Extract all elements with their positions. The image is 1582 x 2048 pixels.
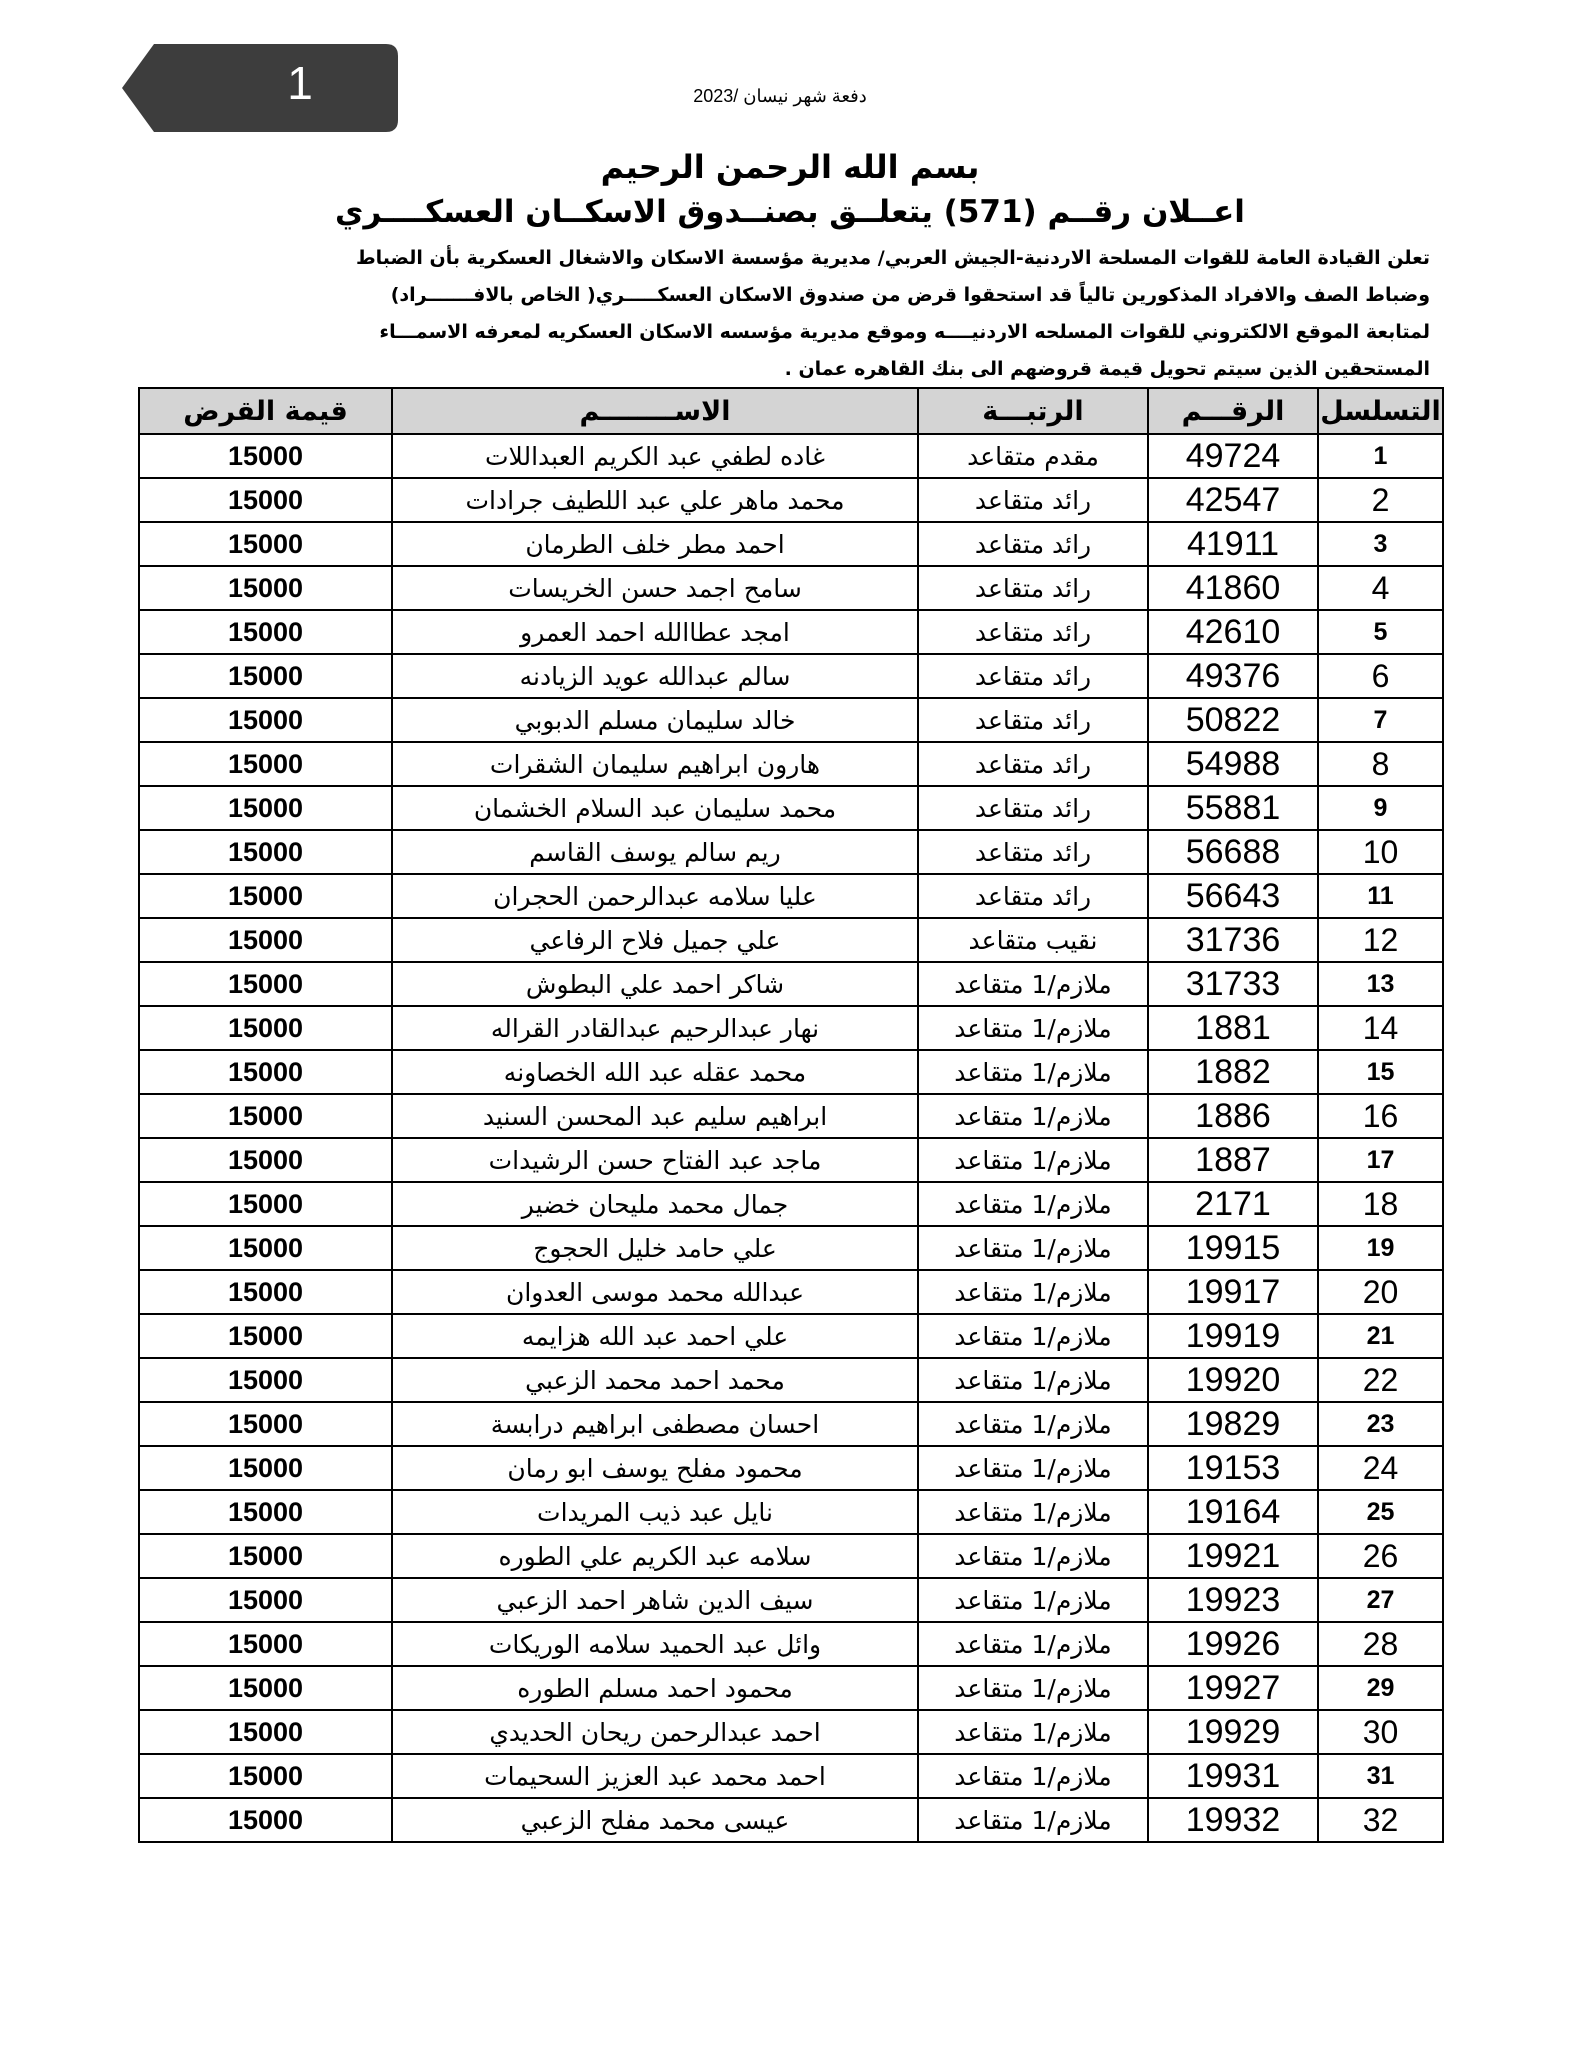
cell-number: 2171	[1148, 1182, 1318, 1226]
cell-seq: 5	[1318, 610, 1443, 654]
cell-amount: 15000	[139, 1534, 392, 1578]
cell-rank: ملازم/1 متقاعد	[918, 1578, 1148, 1622]
cell-number: 19153	[1148, 1446, 1318, 1490]
cell-number: 19915	[1148, 1226, 1318, 1270]
table-row	[139, 698, 1443, 742]
cell-number: 19931	[1148, 1754, 1318, 1798]
header-amount: قيمة القرض	[139, 388, 392, 434]
page-number: 1	[287, 57, 313, 109]
cell-seq: 23	[1318, 1402, 1443, 1446]
cell-name: نهار عبدالرحيم عبدالقادر القراله	[392, 1006, 918, 1050]
table-row	[139, 742, 1443, 786]
cell-seq: 29	[1318, 1666, 1443, 1710]
cell-name: احمد محمد عبد العزيز السحيمات	[392, 1754, 918, 1798]
table-row	[139, 830, 1443, 874]
cell-amount: 15000	[139, 1226, 392, 1270]
table-row	[139, 1138, 1443, 1182]
cell-rank: ملازم/1 متقاعد	[918, 1710, 1148, 1754]
cell-name: خالد سليمان مسلم الدبوبي	[392, 698, 918, 742]
cell-rank: ملازم/1 متقاعد	[918, 1006, 1148, 1050]
beneficiaries-table	[138, 387, 1444, 1843]
cell-amount: 15000	[139, 610, 392, 654]
cell-number: 19919	[1148, 1314, 1318, 1358]
cell-amount: 15000	[139, 1094, 392, 1138]
page-number-tab	[120, 42, 400, 134]
cell-number: 56688	[1148, 830, 1318, 874]
table-body	[139, 434, 1443, 1842]
table-row	[139, 1534, 1443, 1578]
cell-rank: ملازم/1 متقاعد	[918, 1798, 1148, 1842]
cell-seq: 26	[1318, 1534, 1443, 1578]
cell-number: 19923	[1148, 1578, 1318, 1622]
cell-rank: رائد متقاعد	[918, 566, 1148, 610]
cell-rank: نقيب متقاعد	[918, 918, 1148, 962]
cell-seq: 9	[1318, 786, 1443, 830]
cell-rank: ملازم/1 متقاعد	[918, 1138, 1148, 1182]
announcement-title: اعــلان رقــم (571) يتعلــق بصنــدوق الاسكــان العسكــــري	[335, 194, 1245, 230]
cell-number: 1887	[1148, 1138, 1318, 1182]
intro-line: لمتابعة الموقع الالكتروني للقوات المسلحه الاردنيــــه وموقع مديرية مؤسسه الاسكان العسكريه لمعرفه الاسمـــاء	[379, 321, 1430, 343]
basmala: بسم الله الرحمن الرحيم	[600, 148, 980, 186]
cell-rank: رائد متقاعد	[918, 786, 1148, 830]
cell-rank: ملازم/1 متقاعد	[918, 1754, 1148, 1798]
cell-name: محمد عقله عبد الله الخصاونه	[392, 1050, 918, 1094]
intro-line: المستحقين الذين سيتم تحويل قيمة قروضهم الى بنك القاهره عمان .	[784, 358, 1430, 380]
cell-name: سامح اجمد حسن الخريسات	[392, 566, 918, 610]
cell-amount: 15000	[139, 1050, 392, 1094]
cell-number: 19921	[1148, 1534, 1318, 1578]
cell-name: محمود احمد مسلم الطوره	[392, 1666, 918, 1710]
cell-name: سلامه عبد الكريم علي الطوره	[392, 1534, 918, 1578]
cell-seq: 22	[1318, 1358, 1443, 1402]
cell-amount: 15000	[139, 1358, 392, 1402]
cell-rank: ملازم/1 متقاعد	[918, 1402, 1148, 1446]
cell-name: احسان مصطفى ابراهيم درابسة	[392, 1402, 918, 1446]
cell-amount: 15000	[139, 522, 392, 566]
cell-seq: 19	[1318, 1226, 1443, 1270]
cell-seq: 11	[1318, 874, 1443, 918]
cell-seq: 12	[1318, 918, 1443, 962]
cell-name: ماجد عبد الفتاح حسن الرشيدات	[392, 1138, 918, 1182]
cell-seq: 28	[1318, 1622, 1443, 1666]
cell-amount: 15000	[139, 1798, 392, 1842]
cell-number: 19829	[1148, 1402, 1318, 1446]
cell-seq: 31	[1318, 1754, 1443, 1798]
cell-name: علي احمد عبد الله هزايمه	[392, 1314, 918, 1358]
cell-number: 49376	[1148, 654, 1318, 698]
cell-amount: 15000	[139, 1710, 392, 1754]
table-row	[139, 654, 1443, 698]
cell-number: 31736	[1148, 918, 1318, 962]
cell-rank: ملازم/1 متقاعد	[918, 1270, 1148, 1314]
cell-name: سالم عبدالله عويد الزيادنه	[392, 654, 918, 698]
cell-number: 50822	[1148, 698, 1318, 742]
cell-number: 54988	[1148, 742, 1318, 786]
cell-number: 19920	[1148, 1358, 1318, 1402]
header-rank: الرتبـــة	[918, 388, 1148, 434]
cell-seq: 20	[1318, 1270, 1443, 1314]
cell-amount: 15000	[139, 742, 392, 786]
cell-amount: 15000	[139, 1754, 392, 1798]
cell-number: 19164	[1148, 1490, 1318, 1534]
cell-name: علي جميل فلاح الرفاعي	[392, 918, 918, 962]
table-row	[139, 610, 1443, 654]
cell-amount: 15000	[139, 434, 392, 478]
cell-amount: 15000	[139, 1446, 392, 1490]
cell-name: شاكر احمد علي البطوش	[392, 962, 918, 1006]
cell-rank: ملازم/1 متقاعد	[918, 1182, 1148, 1226]
cell-amount: 15000	[139, 698, 392, 742]
cell-seq: 8	[1318, 742, 1443, 786]
cell-name: محمد سليمان عبد السلام الخشمان	[392, 786, 918, 830]
announcement-intro	[340, 240, 1430, 388]
cell-name: هارون ابراهيم سليمان الشقرات	[392, 742, 918, 786]
cell-rank: رائد متقاعد	[918, 830, 1148, 874]
cell-seq: 13	[1318, 962, 1443, 1006]
cell-name: محمد احمد محمد الزعبي	[392, 1358, 918, 1402]
table-row	[139, 1754, 1443, 1798]
cell-seq: 30	[1318, 1710, 1443, 1754]
cell-rank: ملازم/1 متقاعد	[918, 1622, 1148, 1666]
cell-rank: ملازم/1 متقاعد	[918, 962, 1148, 1006]
cell-rank: رائد متقاعد	[918, 654, 1148, 698]
cell-rank: ملازم/1 متقاعد	[918, 1446, 1148, 1490]
cell-name: امجد عطاالله احمد العمرو	[392, 610, 918, 654]
table-row	[139, 874, 1443, 918]
cell-number: 19917	[1148, 1270, 1318, 1314]
cell-seq: 2	[1318, 478, 1443, 522]
cell-amount: 15000	[139, 1270, 392, 1314]
intro-line: تعلن القيادة العامة للقوات المسلحة الاردنية-الجيش العربي/ مديرية مؤسسة الاسكان والاشغال العسكرية بأن الضباط	[355, 247, 1430, 269]
cell-seq: 3	[1318, 522, 1443, 566]
table-row	[139, 786, 1443, 830]
table-row	[139, 962, 1443, 1006]
cell-number: 31733	[1148, 962, 1318, 1006]
cell-name: عليا سلامه عبدالرحمن الحجران	[392, 874, 918, 918]
cell-name: ابراهيم سليم عبد المحسن السنيد	[392, 1094, 918, 1138]
cell-amount: 15000	[139, 1622, 392, 1666]
table-row	[139, 1666, 1443, 1710]
cell-amount: 15000	[139, 1578, 392, 1622]
cell-amount: 15000	[139, 1138, 392, 1182]
cell-seq: 1	[1318, 434, 1443, 478]
cell-name: محمد ماهر علي عبد اللطيف جرادات	[392, 478, 918, 522]
cell-seq: 18	[1318, 1182, 1443, 1226]
table-row	[139, 1490, 1443, 1534]
cell-amount: 15000	[139, 566, 392, 610]
cell-number: 19929	[1148, 1710, 1318, 1754]
cell-amount: 15000	[139, 830, 392, 874]
cell-number: 19926	[1148, 1622, 1318, 1666]
cell-name: عبدالله محمد موسى العدوان	[392, 1270, 918, 1314]
table-row	[139, 1094, 1443, 1138]
cell-number: 19932	[1148, 1798, 1318, 1842]
header-seq: التسلسل	[1318, 388, 1443, 434]
table-header-row	[139, 388, 1443, 434]
table-row	[139, 1050, 1443, 1094]
table-row	[139, 918, 1443, 962]
table-row	[139, 1622, 1443, 1666]
table-row	[139, 478, 1443, 522]
table-row	[139, 1006, 1443, 1050]
cell-number: 41860	[1148, 566, 1318, 610]
cell-name: غاده لطفي عبد الكريم العبداللات	[392, 434, 918, 478]
cell-number: 42610	[1148, 610, 1318, 654]
cell-number: 1882	[1148, 1050, 1318, 1094]
table-row	[139, 1446, 1443, 1490]
cell-seq: 10	[1318, 830, 1443, 874]
header-name: الاســــــــم	[392, 388, 918, 434]
cell-amount: 15000	[139, 874, 392, 918]
cell-amount: 15000	[139, 786, 392, 830]
cell-number: 19927	[1148, 1666, 1318, 1710]
cell-number: 49724	[1148, 434, 1318, 478]
table-row	[139, 1226, 1443, 1270]
table-row	[139, 566, 1443, 610]
cell-amount: 15000	[139, 1182, 392, 1226]
cell-name: احمد مطر خلف الطرمان	[392, 522, 918, 566]
cell-rank: ملازم/1 متقاعد	[918, 1666, 1148, 1710]
cell-seq: 15	[1318, 1050, 1443, 1094]
table-row	[139, 1314, 1443, 1358]
cell-rank: رائد متقاعد	[918, 742, 1148, 786]
table-row	[139, 1270, 1443, 1314]
table-row	[139, 522, 1443, 566]
cell-rank: مقدم متقاعد	[918, 434, 1148, 478]
cell-number: 1881	[1148, 1006, 1318, 1050]
cell-rank: ملازم/1 متقاعد	[918, 1490, 1148, 1534]
cell-seq: 14	[1318, 1006, 1443, 1050]
cell-amount: 15000	[139, 1490, 392, 1534]
cell-seq: 27	[1318, 1578, 1443, 1622]
header-number: الرقـــم	[1148, 388, 1318, 434]
table-row	[139, 434, 1443, 478]
cell-amount: 15000	[139, 478, 392, 522]
cell-name: علي حامد خليل الحجوج	[392, 1226, 918, 1270]
cell-rank: ملازم/1 متقاعد	[918, 1050, 1148, 1094]
cell-amount: 15000	[139, 1666, 392, 1710]
cell-rank: ملازم/1 متقاعد	[918, 1226, 1148, 1270]
cell-seq: 21	[1318, 1314, 1443, 1358]
cell-seq: 4	[1318, 566, 1443, 610]
cell-amount: 15000	[139, 918, 392, 962]
cell-seq: 7	[1318, 698, 1443, 742]
table-row	[139, 1182, 1443, 1226]
batch-label: دفعة شهر نيسان /2023	[693, 86, 867, 106]
cell-seq: 24	[1318, 1446, 1443, 1490]
cell-rank: رائد متقاعد	[918, 522, 1148, 566]
cell-number: 41911	[1148, 522, 1318, 566]
cell-seq: 16	[1318, 1094, 1443, 1138]
cell-number: 1886	[1148, 1094, 1318, 1138]
cell-name: نايل عبد ذيب المريدات	[392, 1490, 918, 1534]
cell-rank: رائد متقاعد	[918, 698, 1148, 742]
cell-number: 56643	[1148, 874, 1318, 918]
cell-amount: 15000	[139, 1314, 392, 1358]
cell-name: سيف الدين شاهر احمد الزعبي	[392, 1578, 918, 1622]
cell-amount: 15000	[139, 1402, 392, 1446]
cell-rank: رائد متقاعد	[918, 610, 1148, 654]
table-row	[139, 1798, 1443, 1842]
cell-name: جمال محمد مليحان خضير	[392, 1182, 918, 1226]
cell-rank: ملازم/1 متقاعد	[918, 1314, 1148, 1358]
cell-rank: رائد متقاعد	[918, 478, 1148, 522]
cell-rank: ملازم/1 متقاعد	[918, 1534, 1148, 1578]
cell-name: ريم سالم يوسف القاسم	[392, 830, 918, 874]
intro-line: وضباط الصف والافراد المذكورين تالياً قد استحقوا قرض من صندوق الاسكان العسكـــــري( الخاص بالافـــــــراد)	[390, 284, 1430, 306]
cell-rank: رائد متقاعد	[918, 874, 1148, 918]
cell-number: 42547	[1148, 478, 1318, 522]
cell-rank: ملازم/1 متقاعد	[918, 1358, 1148, 1402]
cell-amount: 15000	[139, 654, 392, 698]
table-row	[139, 1578, 1443, 1622]
table-row	[139, 1710, 1443, 1754]
cell-amount: 15000	[139, 1006, 392, 1050]
cell-seq: 6	[1318, 654, 1443, 698]
cell-name: محمود مفلح يوسف ابو رمان	[392, 1446, 918, 1490]
table-row	[139, 1358, 1443, 1402]
table-row	[139, 1402, 1443, 1446]
cell-name: احمد عبدالرحمن ريحان الحديدي	[392, 1710, 918, 1754]
cell-amount: 15000	[139, 962, 392, 1006]
cell-number: 55881	[1148, 786, 1318, 830]
cell-seq: 25	[1318, 1490, 1443, 1534]
cell-seq: 32	[1318, 1798, 1443, 1842]
cell-name: عيسى محمد مفلح الزعبي	[392, 1798, 918, 1842]
cell-rank: ملازم/1 متقاعد	[918, 1094, 1148, 1138]
cell-seq: 17	[1318, 1138, 1443, 1182]
cell-name: وائل عبد الحميد سلامه الوريكات	[392, 1622, 918, 1666]
